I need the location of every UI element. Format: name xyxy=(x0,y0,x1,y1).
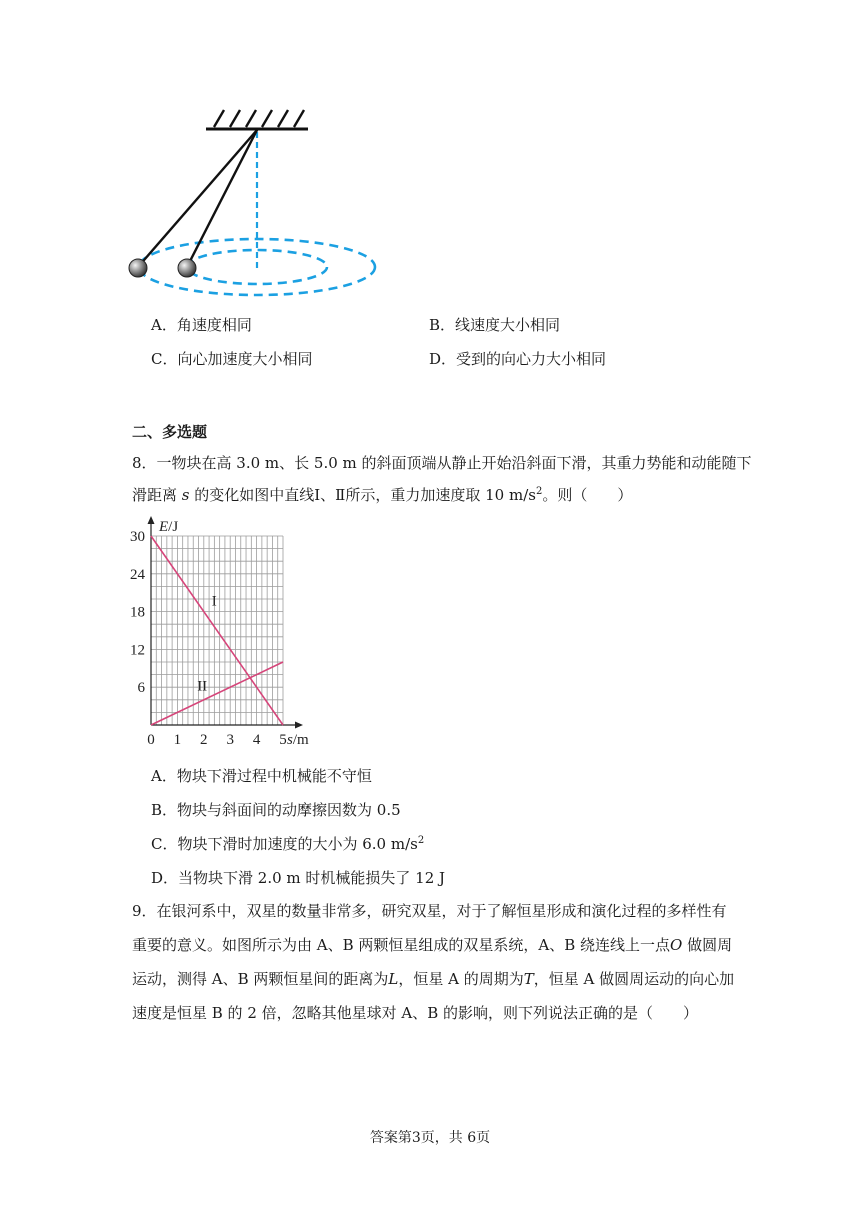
q7-option-d[interactable]: D．受到的向心力大小相同 xyxy=(429,350,607,368)
x-axis-var: s xyxy=(287,732,293,748)
q9-stem-line2 xyxy=(132,934,732,955)
ball-outer xyxy=(129,259,147,277)
x-tick-label: 2 xyxy=(200,732,208,748)
y-axis-var: E xyxy=(159,519,169,535)
chart-ticks xyxy=(130,529,287,748)
page-footer: 答案第3页，共 6页 xyxy=(369,1130,491,1146)
q8-stem-line2 xyxy=(132,484,632,505)
x-tick-label: 4 xyxy=(252,732,261,748)
y-tick-label: 30 xyxy=(130,529,145,545)
series-line-ii xyxy=(151,662,283,725)
y-axis-unit: /J xyxy=(168,519,179,535)
q8-option-a[interactable]: A．物块下滑过程中机械能不守恒 xyxy=(151,767,372,785)
q9-stem-line1: 9．在银河系中，双星的数量非常多，研究双星，对于了解恒星形成和演化过程的多样性有 xyxy=(132,902,727,920)
q9-var-o: O xyxy=(670,936,683,954)
ball-inner xyxy=(178,259,196,277)
q8-stem-line1: 8．一物块在高 3.0 m、长 5.0 m 的斜面顶端从静止开始沿斜面下滑，其重力势能和动能随下 xyxy=(132,454,752,472)
q8-option-c-text: C．物块下滑时加速度的大小为 6.0 m/s xyxy=(151,835,418,853)
y-tick-label: 6 xyxy=(137,680,145,697)
q9-line3-pre: 运动，测得 A、B 两颗恒星间的距离为 xyxy=(132,970,389,988)
q9-stem-line3 xyxy=(132,968,734,989)
ceiling-hatch xyxy=(214,110,304,127)
y-tick-label: 12 xyxy=(130,642,145,659)
x-tick-label: 5 xyxy=(279,732,287,748)
q8-option-b[interactable]: B．物块与斜面间的动摩擦因数为 0.5 xyxy=(151,801,401,819)
series-label-i: I xyxy=(211,593,217,610)
q9-line3-post: ，恒星 A 做圆周运动的向心加 xyxy=(533,970,735,988)
q8-option-c-sup: 2 xyxy=(417,835,425,846)
x-tick-label: 0 xyxy=(147,732,155,748)
x-axis-arrow xyxy=(295,722,303,729)
y-axis-label xyxy=(158,519,178,535)
q7-option-b[interactable]: B．线速度大小相同 xyxy=(429,316,561,334)
q9-var-l: L xyxy=(388,970,399,988)
x-tick-label: 1 xyxy=(173,732,182,748)
q7-option-a[interactable]: A．角速度相同 xyxy=(151,316,252,334)
q8-line2-post: 。则（ ） xyxy=(542,486,633,504)
q9-stem-line4: 速度是恒星 B 的 2 倍，忽略其他星球对 A、B 的影响，则下列说法正确的是（ ） xyxy=(132,1004,699,1022)
q9-line2-post: 做圆周 xyxy=(682,936,733,954)
q8-superscript: 2 xyxy=(535,486,543,497)
energy-distance-chart xyxy=(125,515,330,750)
conical-pendulum-figure xyxy=(120,100,390,310)
y-axis-arrow xyxy=(148,516,155,524)
y-tick-label: 24 xyxy=(130,566,145,583)
y-tick-label: 18 xyxy=(130,604,145,621)
q8-line2-pre: 滑距离 xyxy=(132,486,182,504)
chart-series xyxy=(151,536,283,725)
q7-option-c[interactable]: C．向心加速度大小相同 xyxy=(151,350,313,368)
q9-line2-text: 重要的意义。如图所示为由 A、B 两颗恒星组成的双星系统，A、B 绕连线上一点 xyxy=(132,936,671,954)
x-axis-unit: /m xyxy=(292,732,309,748)
series-label-ii: II xyxy=(197,678,208,695)
x-tick-label: 3 xyxy=(226,732,234,748)
q8-option-c[interactable] xyxy=(151,833,424,854)
q8-var-s: s xyxy=(181,486,190,504)
q9-var-t: T xyxy=(523,970,534,988)
x-axis-label xyxy=(287,732,309,748)
section-title: 二、多选题 xyxy=(132,423,208,441)
q8-line2-mid: 的变化如图中直线Ⅰ、Ⅱ所示，重力加速度取 10 m/s xyxy=(189,486,536,504)
q8-option-d[interactable]: D．当物块下滑 2.0 m 时机械能损失了 12 J xyxy=(151,869,446,887)
series-line-i xyxy=(151,536,283,725)
q9-line3-mid: ，恒星 A 的周期为 xyxy=(398,970,524,988)
